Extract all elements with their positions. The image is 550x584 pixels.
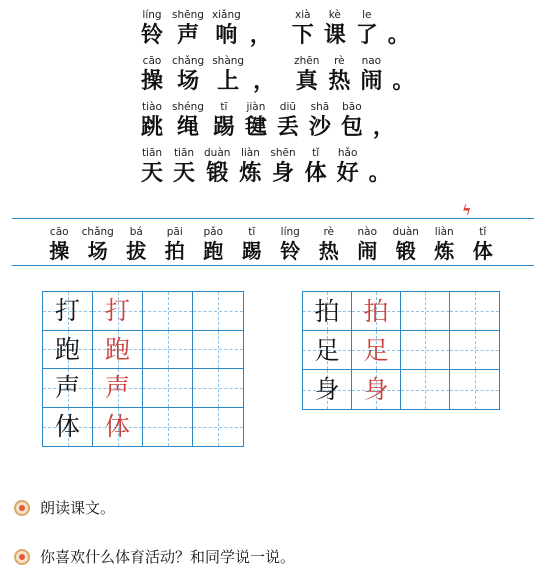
- hanzi: 闹: [357, 239, 378, 263]
- model-char: 足: [314, 335, 340, 365]
- hanzi: 天: [140, 160, 163, 186]
- grid-cell: [450, 370, 499, 409]
- pinyin: duàn: [392, 226, 419, 238]
- pinyin: zhēn: [294, 55, 320, 67]
- poem-line: [140, 146, 415, 192]
- hanzi: 锻: [206, 160, 229, 186]
- grid-cell: [401, 292, 450, 331]
- poem-char: [212, 100, 236, 140]
- hanzi: 毽: [244, 114, 267, 140]
- poem-char: [244, 100, 268, 140]
- punctuation: 。: [387, 22, 410, 48]
- grid-cell: [43, 292, 93, 331]
- poem-char: [172, 100, 204, 140]
- hanzi: 拍: [164, 239, 185, 263]
- poem-char: [270, 146, 295, 186]
- writing-grid-left: [42, 291, 244, 447]
- model-char: 身: [314, 375, 340, 404]
- hanzi: 天: [172, 160, 195, 186]
- vocab-word: [464, 225, 503, 263]
- writing-grid-right: [302, 291, 500, 410]
- poem-char: [212, 54, 244, 94]
- grid-cell: [352, 370, 401, 409]
- pinyin: nào: [357, 226, 377, 238]
- poem-char: [204, 146, 230, 186]
- poem-char: [304, 146, 328, 186]
- grid-cell: [193, 369, 243, 408]
- task-read: [14, 497, 115, 518]
- poem-char: [238, 146, 262, 186]
- poem-line: [140, 8, 415, 54]
- grid-cell: [143, 292, 193, 331]
- poem: [140, 8, 415, 192]
- pinyin: tǐ: [479, 226, 487, 238]
- vocab-word: [310, 225, 349, 263]
- pinyin: bá: [129, 226, 143, 238]
- poem-line: [140, 100, 415, 146]
- pinyin: rè: [323, 226, 335, 238]
- grid-cell: [93, 408, 143, 447]
- trace-char: 身: [363, 375, 389, 404]
- poem-char: [172, 54, 204, 94]
- poem-char: [355, 8, 379, 48]
- hanzi: 体: [304, 160, 327, 186]
- pinyin: liàn: [434, 226, 454, 238]
- hanzi: 下: [291, 22, 314, 48]
- pinyin: chǎng: [172, 55, 205, 67]
- punctuation: 。: [368, 160, 391, 186]
- poem-char: [323, 8, 347, 48]
- hanzi: 踢: [241, 239, 262, 263]
- red-mark-icon: ϟ: [462, 203, 472, 219]
- grid-cell: [193, 292, 243, 331]
- pinyin: shēn: [270, 147, 296, 159]
- punctuation: ，: [249, 22, 272, 48]
- task-text: 朗读课文。: [40, 499, 116, 517]
- poem-char: [140, 146, 164, 186]
- pinyin: tiān: [141, 147, 163, 159]
- pinyin: líng: [142, 9, 162, 21]
- pinyin: shēng: [172, 9, 204, 21]
- grid-cell: [450, 331, 499, 370]
- hanzi: 绳: [176, 114, 199, 140]
- pinyin: rè: [334, 55, 345, 67]
- pinyin: le: [362, 9, 372, 21]
- hanzi: 炼: [239, 160, 262, 186]
- vocab-word: [194, 225, 233, 263]
- poem-char: [294, 54, 319, 94]
- hanzi: 沙: [308, 114, 331, 140]
- hanzi: 锻: [395, 239, 416, 263]
- model-char: 跑: [54, 334, 80, 364]
- pinyin: diū: [279, 101, 297, 113]
- hanzi: 场: [87, 239, 108, 263]
- poem-line: [140, 54, 415, 100]
- poem-char: [308, 100, 332, 140]
- poem-char: [172, 146, 196, 186]
- hanzi: 热: [318, 239, 339, 263]
- punctuation: ，: [253, 68, 276, 94]
- poem-char: [291, 8, 315, 48]
- poem-char: [172, 8, 204, 48]
- vocab-word: [387, 225, 426, 263]
- grid-cell: [401, 331, 450, 370]
- grid-cell: [143, 369, 193, 408]
- task-bullet-icon: [14, 500, 30, 516]
- trace-char: 体: [104, 412, 130, 442]
- poem-char: [327, 54, 351, 94]
- grid-cell: [143, 331, 193, 370]
- trace-char: 跑: [104, 334, 130, 364]
- pinyin: xià: [295, 9, 311, 21]
- poem-char: [140, 54, 164, 94]
- grid-cell: [93, 292, 143, 331]
- pinyin: xiǎng: [211, 9, 241, 21]
- punctuation: 。: [392, 68, 415, 94]
- pinyin: tī: [220, 101, 228, 113]
- grid-cell: [352, 292, 401, 331]
- pinyin: pāi: [166, 226, 183, 238]
- pinyin: duàn: [204, 147, 231, 159]
- grid-cell: [450, 292, 499, 331]
- word-strip: [12, 203, 534, 266]
- vocab-word: [117, 225, 156, 263]
- pinyin: shā: [310, 101, 330, 113]
- pinyin: cāo: [49, 226, 69, 238]
- model-char: 体: [54, 412, 80, 442]
- grid-cell: [93, 369, 143, 408]
- grid-cell: [401, 370, 450, 409]
- hanzi: 响: [215, 22, 238, 48]
- vocab-word: [79, 225, 118, 263]
- hanzi: 拔: [126, 239, 147, 263]
- hanzi: 跳: [140, 114, 163, 140]
- vocab-word: [425, 225, 464, 263]
- pinyin: liàn: [240, 147, 260, 159]
- grid-cell: [143, 408, 193, 447]
- pinyin: chǎng: [81, 226, 114, 238]
- grid-cell: [303, 370, 352, 409]
- pinyin: tiān: [173, 147, 195, 159]
- poem-char: [140, 100, 164, 140]
- trace-char: 打: [104, 296, 130, 326]
- hanzi: 丢: [276, 114, 299, 140]
- pinyin: shàng: [212, 55, 245, 67]
- pinyin: kè: [328, 9, 341, 21]
- hanzi: 声: [176, 22, 199, 48]
- hanzi: 了: [355, 22, 378, 48]
- task-bullet-icon: [14, 549, 30, 565]
- hanzi: 铃: [280, 239, 301, 263]
- vocab-word: [233, 225, 272, 263]
- hanzi: 真: [295, 68, 318, 94]
- punctuation: ，: [372, 114, 395, 140]
- model-char: 声: [54, 373, 80, 403]
- pinyin: líng: [280, 226, 300, 238]
- vocab-word: [156, 225, 195, 263]
- task-discuss: [14, 546, 295, 567]
- pinyin: bāo: [342, 101, 362, 113]
- trace-char: 声: [104, 373, 130, 403]
- grid-cell: [303, 292, 352, 331]
- pinyin: hǎo: [337, 147, 358, 159]
- hanzi: 包: [340, 114, 363, 140]
- poem-char: [340, 100, 364, 140]
- hanzi: 闹: [360, 68, 383, 94]
- pinyin: nao: [361, 55, 382, 67]
- grid-cell: [193, 331, 243, 370]
- poem-char: [212, 8, 241, 48]
- pinyin: pǎo: [203, 226, 224, 238]
- grid-cell: [43, 408, 93, 447]
- hanzi: 炼: [434, 239, 455, 263]
- grid-cell: [303, 331, 352, 370]
- hanzi: 好: [336, 160, 359, 186]
- pinyin: jiàn: [246, 101, 266, 113]
- hanzi: 操: [140, 68, 163, 94]
- model-char: 打: [54, 296, 80, 326]
- vocab-word: [271, 225, 310, 263]
- hanzi: 身: [272, 160, 295, 186]
- vocab-word: [40, 225, 79, 263]
- hanzi: 体: [472, 239, 493, 263]
- grid-cell: [93, 331, 143, 370]
- grid-cell: [352, 331, 401, 370]
- hanzi: 课: [323, 22, 346, 48]
- poem-char: [359, 54, 383, 94]
- grid-cell: [43, 331, 93, 370]
- grid-cell: [193, 408, 243, 447]
- hanzi: 踢: [212, 114, 235, 140]
- hanzi: 场: [177, 68, 200, 94]
- poem-char: [276, 100, 300, 140]
- pinyin: cāo: [142, 55, 162, 67]
- trace-char: 拍: [363, 296, 389, 326]
- task-text: 你喜欢什么体育活动？和同学说一说。: [40, 548, 296, 566]
- pinyin: tī: [248, 226, 256, 238]
- pinyin: shéng: [172, 101, 204, 113]
- hanzi: 跑: [203, 239, 224, 263]
- poem-char: [336, 146, 360, 186]
- vocab-word: [348, 225, 387, 263]
- model-char: 拍: [314, 296, 340, 326]
- hanzi: 热: [328, 68, 351, 94]
- hanzi: 操: [49, 239, 70, 263]
- grid-cell: [43, 369, 93, 408]
- pinyin: tǐ: [312, 147, 320, 159]
- hanzi: 上: [217, 68, 240, 94]
- trace-char: 足: [363, 335, 389, 365]
- pinyin: tiào: [142, 101, 162, 113]
- poem-char: [140, 8, 164, 48]
- hanzi: 铃: [140, 22, 163, 48]
